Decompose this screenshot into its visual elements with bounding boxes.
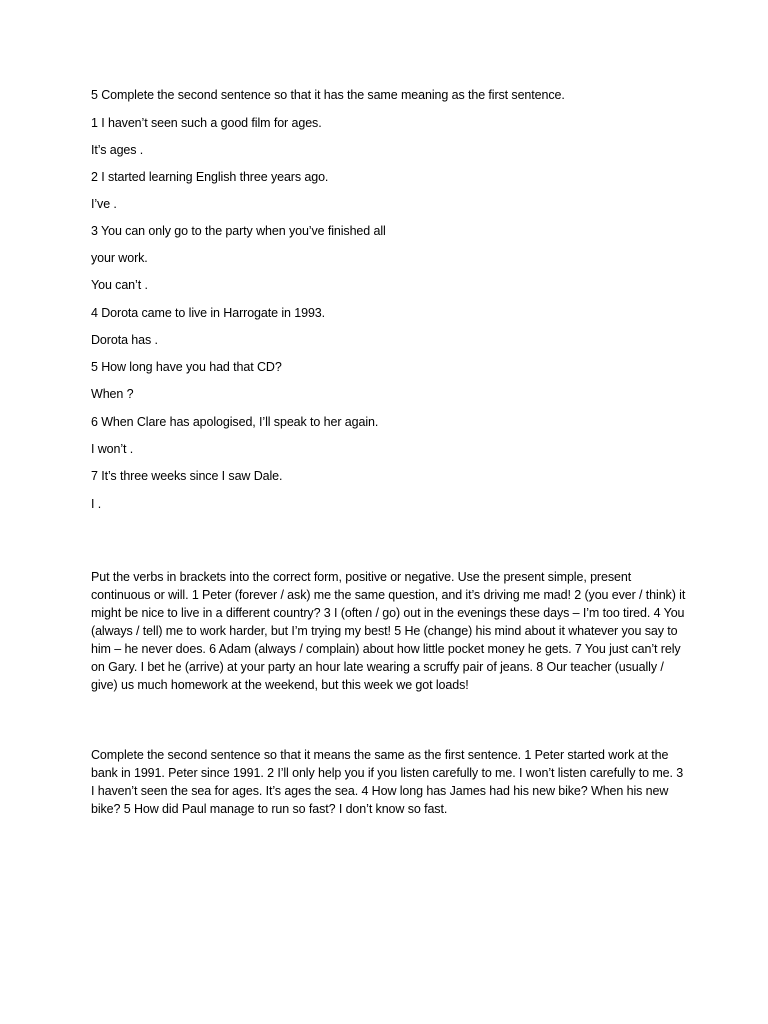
exercise-5-line: I’ve . — [91, 197, 117, 211]
exercise-5-line: When ? — [91, 387, 134, 401]
exercise-5-line: You can’t . — [91, 278, 148, 292]
exercise-5-line: 6 When Clare has apologised, I’ll speak to her again. — [91, 415, 379, 429]
exercise-5-line: 1 I haven’t seen such a good film for ages. — [91, 116, 322, 130]
exercise-5-line: 7 It’s three weeks since I saw Dale. — [91, 469, 283, 483]
exercise-5-line: 4 Dorota came to live in Harrogate in 1993. — [91, 306, 326, 320]
exercise-5-line: I . — [91, 497, 102, 511]
exercise-5-line: Dorota has . — [91, 333, 158, 347]
rewrite-exercise-paragraph: Complete the second sentence so that it means the same as the first sentence. 1 Peter started work at the bank in 1991. Peter since 1991. 2 I’ll only help you if you listen carefully to me. I won’t listen carefully to me. 3 I haven’t seen the sea for ages. It’s ages the sea. 4 How long has James had his new bike? When his new bike? 5 How did Paul manage to run so fast? I don’t know so fast. — [91, 748, 684, 816]
exercise-5-heading: 5 Complete the second sentence so that it has the same meaning as the first sentence. — [91, 88, 565, 102]
verbs-exercise-paragraph: Put the verbs in brackets into the correct form, positive or negative. Use the present simple, present continuous or will. 1 Peter (forever / ask) me the same question, and it’s driving me mad! 2 (you ever / think) it might be nice to live in a different country? 3 I (often / go) out in the evenings these days – I’m too tired. 4 You (always / tell) me to work harder, but I’m trying my best! 5 He (change) his mind about it whatever you say to him – he never does. 6 Adam (always / complain) about how little pocket money he gets. 7 You just can’t rely on Gary. I bet he (arrive) at your party an hour late wearing a scruffy pair of jeans. 8 Our teacher (usually / give) us much homework at the weekend, but this week we got loads! — [91, 570, 686, 692]
exercise-5-line: It’s ages . — [91, 143, 144, 157]
exercise-5-line: your work. — [91, 251, 148, 265]
exercise-5-line: 3 You can only go to the party when you’ve finished all — [91, 224, 386, 238]
exercise-5-line: I won’t . — [91, 442, 134, 456]
exercise-5-line: 2 I started learning English three years ago. — [91, 170, 329, 184]
exercise-5-line: 5 How long have you had that CD? — [91, 360, 282, 374]
